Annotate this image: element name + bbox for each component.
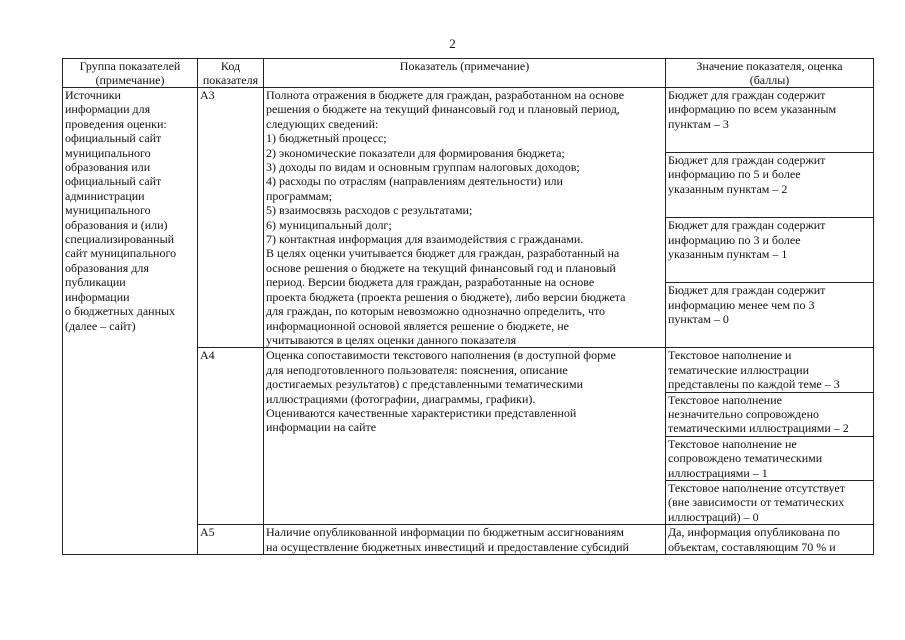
indicator-line: 1) бюджетный процесс; bbox=[266, 131, 387, 146]
indicator-line: достигаемых результатов) с представленными тематическими bbox=[266, 377, 584, 392]
indicator-line: период. Версии бюджета для граждан, разработанные на основе bbox=[266, 275, 595, 290]
table-row bbox=[63, 88, 874, 153]
score-line: информацию менее чем по 3 bbox=[668, 297, 815, 312]
indicator-line: иллюстрациями (фотографии, диаграммы, графики). bbox=[266, 391, 536, 406]
score-line: указанным пунктам – 1 bbox=[668, 246, 788, 261]
group-line: Источники bbox=[65, 88, 121, 102]
indicator-line: 4) расходы по отраслям (направлениям деятельности) или bbox=[266, 174, 563, 189]
score-line: Бюджет для граждан содержит bbox=[668, 88, 826, 102]
indicator-line: 3) доходы по видам и основным группам налоговых доходов; bbox=[266, 160, 580, 175]
indicator-line: Оценка сопоставимости текстового наполнения (в доступной форме bbox=[266, 348, 616, 363]
indicator-line: основе решения о бюджете на текущий финансовый год и плановый bbox=[266, 260, 616, 275]
indicator-a3 bbox=[264, 88, 666, 348]
score-line: Текстовое наполнение отсутствует bbox=[668, 480, 845, 495]
header-group bbox=[63, 59, 198, 88]
group-line: информации для bbox=[65, 102, 151, 117]
score-a4-3 bbox=[666, 348, 874, 392]
score-a3-1 bbox=[666, 218, 874, 283]
group-line: образования или bbox=[65, 160, 151, 175]
header-line: показателя bbox=[202, 73, 259, 87]
header-line: Значение показателя, оценка bbox=[696, 59, 843, 73]
indicator-line: информации на сайте bbox=[266, 420, 377, 435]
group-line: муниципального bbox=[65, 203, 151, 218]
score-line: Текстовое наполнение bbox=[668, 392, 782, 407]
indicator-line: 6) муниципальный долг; bbox=[266, 217, 392, 232]
indicator-line: Оцениваются качественные характеристики представленной bbox=[266, 405, 577, 420]
indicator-a5 bbox=[264, 525, 666, 555]
score-line: иллюстраций) – 0 bbox=[668, 509, 759, 524]
score-line: Бюджет для граждан содержит bbox=[668, 218, 826, 233]
group-line: публикации bbox=[65, 275, 126, 290]
score-line: Бюджет для граждан содержит bbox=[668, 153, 826, 168]
indicator-line: 7) контактная информация для взаимодействия с гражданами. bbox=[266, 232, 584, 247]
score-line: (вне зависимости от тематических bbox=[668, 495, 845, 510]
indicator-line: для неподготовленного пользователя: пояснения, описание bbox=[266, 362, 568, 377]
score-a3-2 bbox=[666, 153, 874, 218]
score-line: информацию по 5 и более bbox=[668, 167, 801, 182]
score-a5 bbox=[666, 525, 874, 555]
score-line: Да, информация опубликована по bbox=[668, 525, 840, 540]
code-a3: А3 bbox=[198, 88, 264, 348]
score-a4-1 bbox=[666, 436, 874, 480]
header-line: Показатель (примечание) bbox=[399, 59, 530, 73]
score-line: тематическими иллюстрациями – 2 bbox=[668, 421, 849, 436]
score-line: тематические иллюстрации bbox=[668, 362, 809, 377]
indicator-line: учитываются в целях оценки данного показателя bbox=[266, 332, 517, 347]
indicator-line: программам; bbox=[266, 188, 333, 203]
header-line: (примечание) bbox=[95, 73, 165, 87]
score-line: объектам, составляющим 70 % и bbox=[668, 539, 836, 554]
group-line: сайт муниципального bbox=[65, 246, 177, 261]
group-line: (далее – сайт) bbox=[65, 318, 136, 333]
group-line: образования и (или) bbox=[65, 217, 168, 232]
score-line: незначительно сопровождено bbox=[668, 406, 819, 421]
score-line: информацию по 3 и более bbox=[668, 232, 801, 247]
group-line: специализированный bbox=[65, 232, 175, 247]
score-line: Бюджет для граждан содержит bbox=[668, 283, 826, 298]
score-line: информацию по всем указанным bbox=[668, 102, 837, 117]
header-code bbox=[198, 59, 264, 88]
group-line: администрации bbox=[65, 188, 145, 203]
code-a5: А5 bbox=[198, 525, 264, 555]
indicator-a4 bbox=[264, 348, 666, 525]
indicator-line: решения о бюджете на текущий финансовый год и плановый период, bbox=[266, 102, 620, 117]
header-line: (баллы) bbox=[749, 73, 790, 87]
group-line: муниципального bbox=[65, 145, 151, 160]
score-a3-3 bbox=[666, 88, 874, 153]
group-line: образования для bbox=[65, 260, 149, 275]
header-indicator bbox=[264, 59, 666, 88]
score-a4-2 bbox=[666, 392, 874, 436]
indicator-line: проекта бюджета (проекта решения о бюджете), либо версии бюджета bbox=[266, 289, 626, 304]
group-line: официальный сайт bbox=[65, 131, 162, 146]
score-a4-0 bbox=[666, 480, 874, 524]
score-line: указанным пунктам – 2 bbox=[668, 181, 788, 196]
indicator-line: Полнота отражения в бюджете для граждан, разработанном на основе bbox=[266, 88, 625, 102]
indicator-line: на осуществление бюджетных инвестиций и предоставление субсидий bbox=[266, 539, 629, 554]
score-line: представлены по каждой теме – 3 bbox=[668, 377, 840, 392]
code-a4: А4 bbox=[198, 348, 264, 525]
table-header-row bbox=[63, 59, 874, 88]
indicator-line: информационной основой является решение о бюджете, не bbox=[266, 318, 569, 333]
header-value bbox=[666, 59, 874, 88]
criteria-table bbox=[62, 58, 874, 555]
indicator-line: В целях оценки учитывается бюджет для граждан, разработанный на bbox=[266, 246, 620, 261]
group-line: о бюджетных данных bbox=[65, 304, 176, 319]
score-a3-0 bbox=[666, 283, 874, 348]
indicator-line: для граждан, по которым невозможно однозначно определить, что bbox=[266, 304, 606, 319]
indicator-line: 2) экономические показатели для формирования бюджета; bbox=[266, 145, 565, 160]
header-line: Группа показателей bbox=[79, 59, 181, 73]
score-line: иллюстрациями – 1 bbox=[668, 465, 768, 480]
indicator-line: 5) взаимосвязь расходов с результатами; bbox=[266, 203, 473, 218]
score-line: пунктам – 0 bbox=[668, 312, 729, 327]
group-line: официальный сайт bbox=[65, 174, 162, 189]
score-line: сопровождено тематическими bbox=[668, 451, 823, 466]
score-line: пунктам – 3 bbox=[668, 116, 729, 131]
header-line: Код bbox=[220, 59, 241, 73]
indicator-line: Наличие опубликованной информации по бюджетным ассигнованиям bbox=[266, 525, 624, 540]
group-cell bbox=[63, 88, 198, 555]
score-line: Текстовое наполнение и bbox=[668, 348, 792, 363]
group-line: проведения оценки: bbox=[65, 116, 167, 131]
indicator-line: следующих сведений: bbox=[266, 116, 379, 131]
score-line: Текстовое наполнение не bbox=[668, 436, 797, 451]
group-line: информации bbox=[65, 289, 130, 304]
page-number: 2 bbox=[449, 36, 456, 51]
